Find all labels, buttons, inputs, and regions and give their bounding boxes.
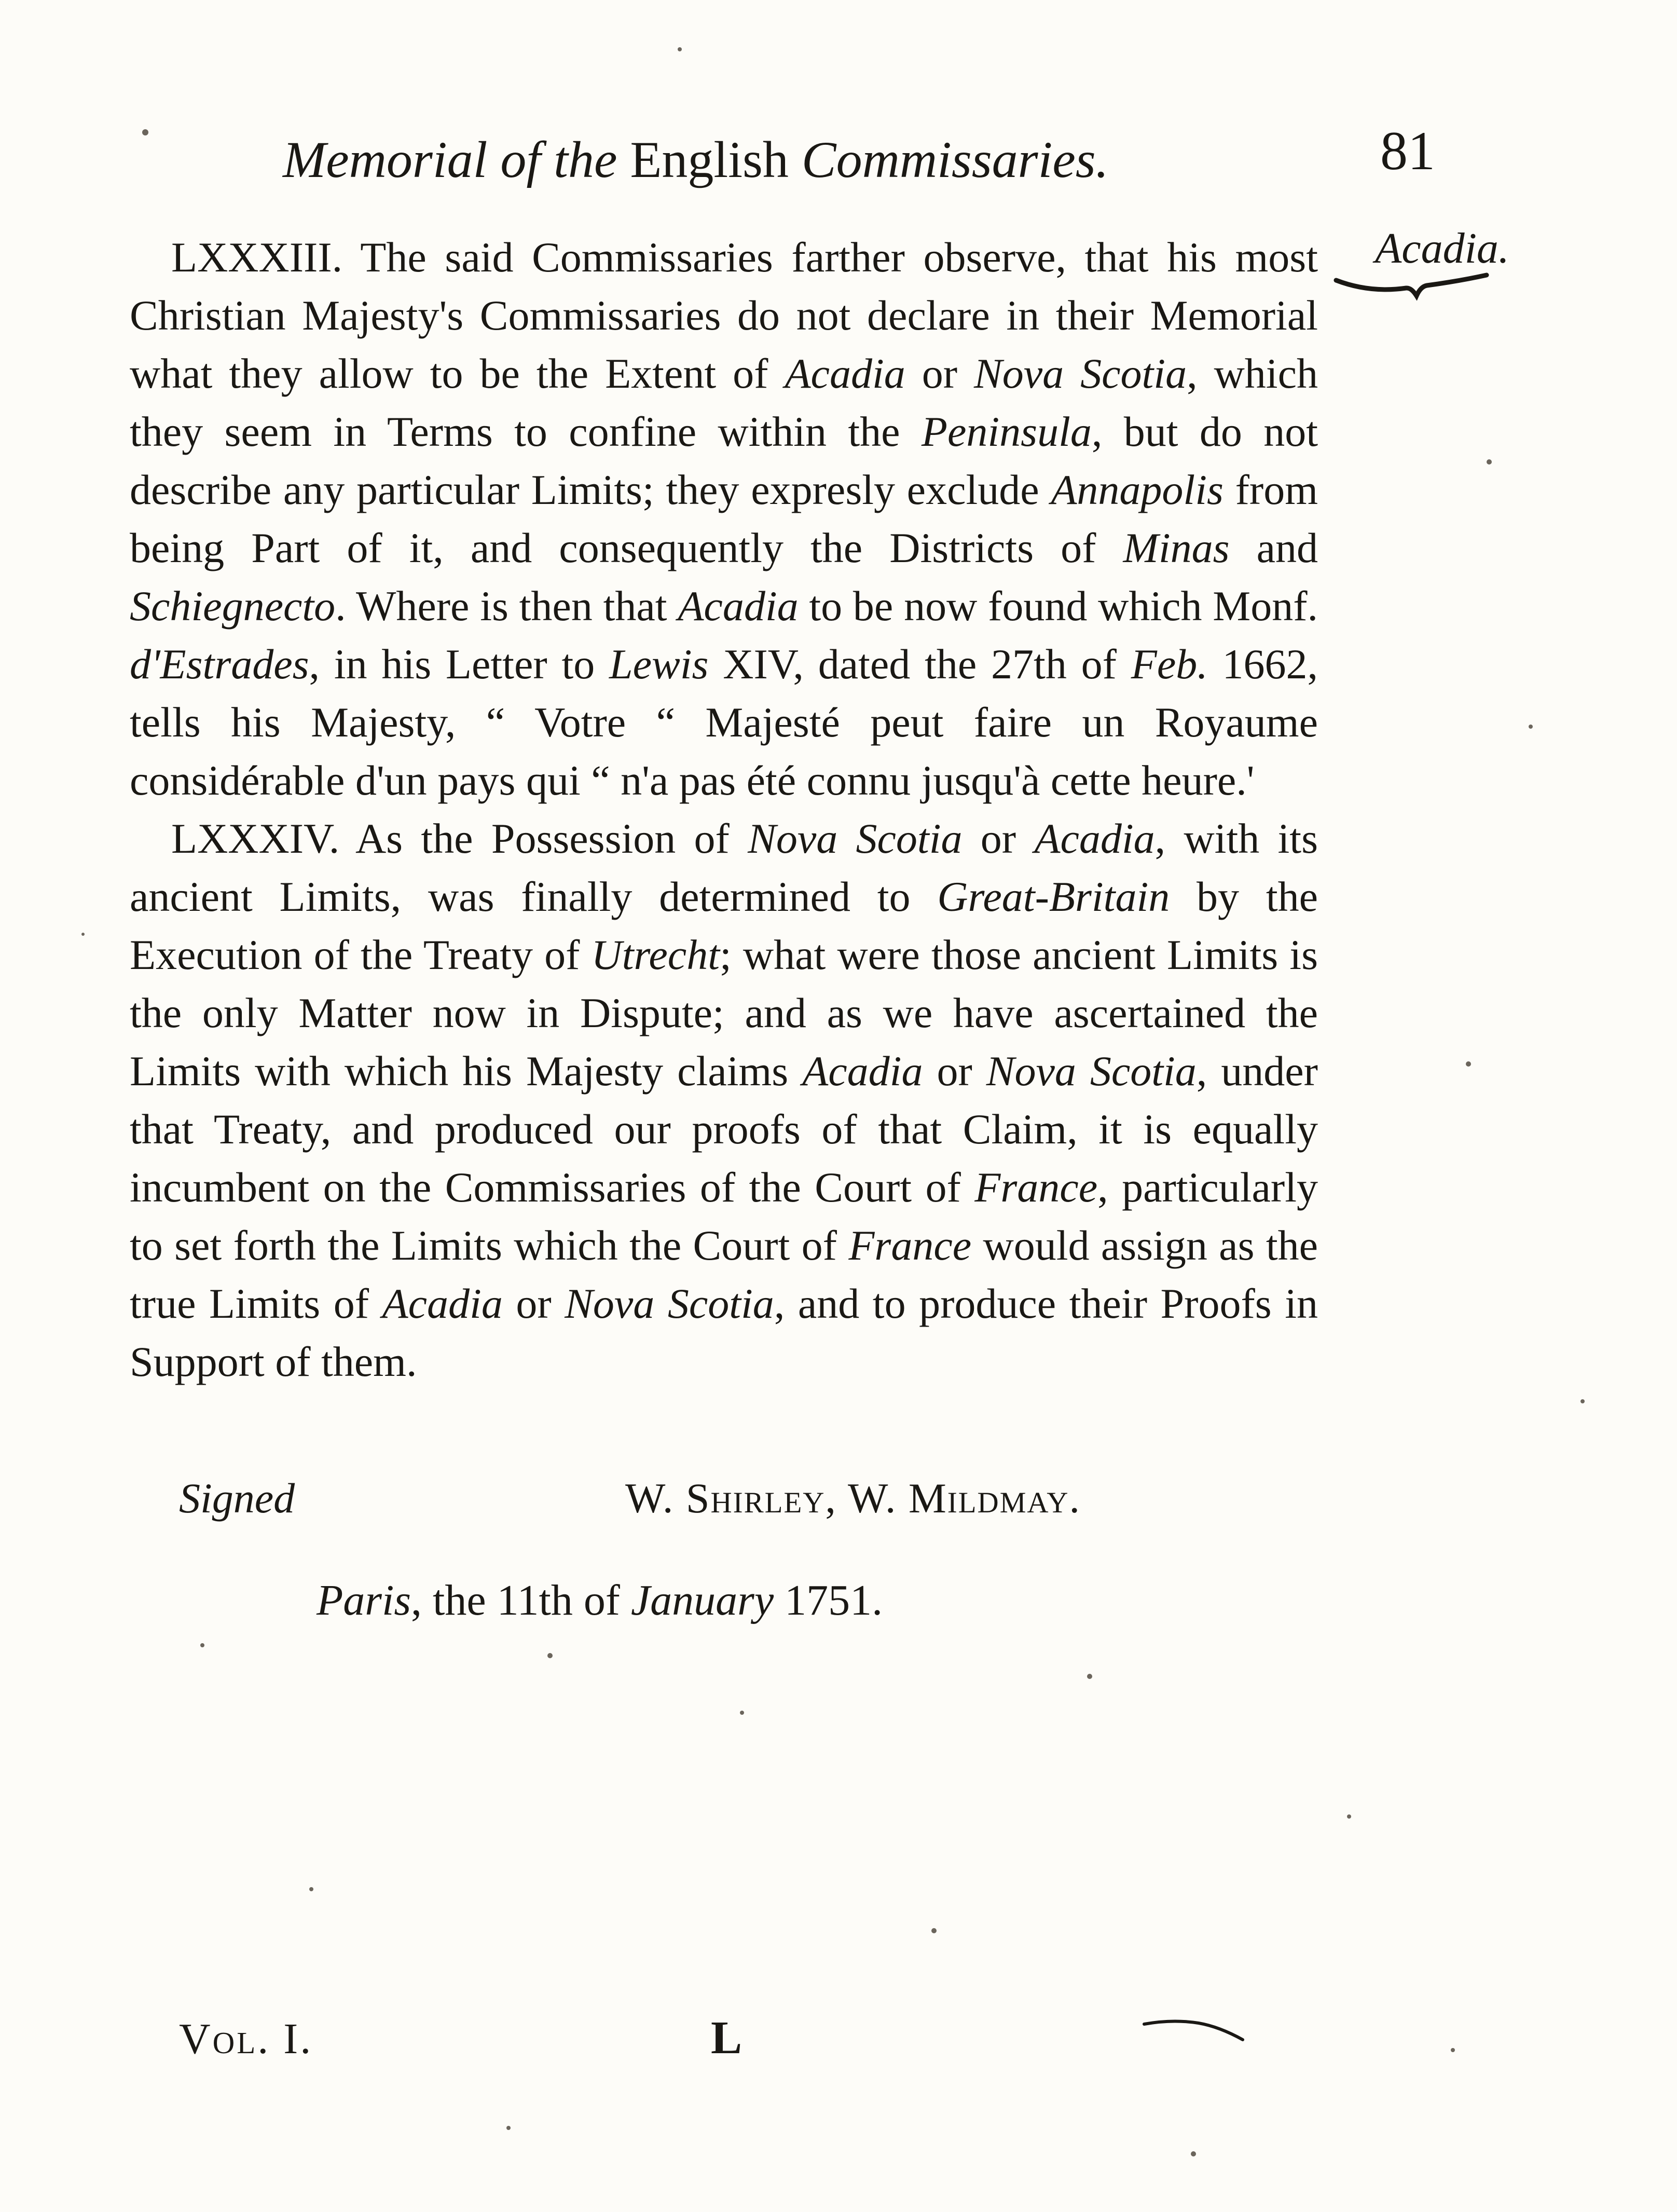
- text-run: , which they seem in Terms to confine within the: [130, 350, 1318, 455]
- date-month: January: [630, 1576, 774, 1624]
- italic-run: Acadia: [802, 1047, 923, 1095]
- text-run: . Where is then that: [335, 582, 678, 630]
- signatories: W. Shirley, W. Mildmay.: [625, 1474, 1081, 1522]
- text-run: ; what were those ancient Limits is the only Matter now in Dispute; and as we have ascertained the Limits with which his Majesty claims: [130, 931, 1318, 1095]
- italic-run: Feb.: [1131, 640, 1208, 688]
- italic-run: Acadia: [1034, 815, 1155, 862]
- running-head-part-3: Commissaries.: [801, 131, 1109, 188]
- text-run: , with its ancient Limits, was finally determined to: [130, 815, 1318, 920]
- text-run: to be now found which Monf.: [798, 582, 1318, 630]
- text-run: , under that Treaty, and produced our proofs of that Claim, it is equally incumbent on the Commissaries of the Court of: [130, 1047, 1318, 1211]
- text-run: XIV, dated the 27th of: [708, 640, 1131, 688]
- italic-run: Lewis: [609, 640, 709, 688]
- footer-signature-mark: L: [711, 2012, 743, 2064]
- text-run: or: [905, 350, 974, 397]
- italic-run: Acadia: [678, 582, 799, 630]
- text-run: or: [502, 1280, 565, 1327]
- text-run: 1662, tells his Majesty, “ Votre “ Majesté peut faire un Royaume considérable d'un pays qui “ n'a pas été connu jusqu'à cette heure.': [130, 640, 1318, 804]
- italic-run: Great-Britain: [937, 873, 1170, 920]
- italic-run: Utrecht: [591, 931, 720, 978]
- italic-run: Acadia: [785, 350, 905, 397]
- text-run: , but do not describe any particular Limits; they expresly exclude: [130, 408, 1318, 513]
- signed-label: Signed: [179, 1474, 295, 1522]
- running-head-part-2: English: [630, 131, 789, 188]
- italic-run: Peninsula: [921, 408, 1092, 455]
- text-run: or: [962, 815, 1035, 862]
- text-run: and: [1229, 524, 1318, 571]
- italic-run: Nova Scotia: [748, 815, 963, 862]
- italic-run: Annapolis: [1051, 466, 1224, 513]
- italic-run: France: [974, 1164, 1098, 1211]
- italic-run: Nova Scotia: [974, 350, 1187, 397]
- date-place: Paris: [317, 1576, 411, 1624]
- margin-note: Acadia.: [1375, 224, 1509, 272]
- text-run: by the Execution of the Treaty of: [130, 873, 1318, 978]
- italic-run: Schiegnecto: [130, 582, 336, 630]
- text-run: would assign as the true Limits of: [130, 1222, 1318, 1327]
- italic-run: Nova Scotia: [986, 1047, 1197, 1095]
- running-head-part-1: Memorial of the: [283, 131, 617, 188]
- italic-run: d'Estrades: [130, 640, 309, 688]
- date-middle: , the 11th of: [411, 1576, 631, 1624]
- text-run: or: [923, 1047, 986, 1095]
- italic-run: Nova Scotia: [565, 1280, 774, 1327]
- text-run: , and to produce their Proofs in Support of them.: [130, 1280, 1318, 1385]
- italic-run: Minas: [1123, 524, 1230, 571]
- text-run: , in his Letter to: [309, 640, 610, 688]
- text-run: LXXXIII. The said Commissaries farther observe, that his most Christian Majesty's Commissaries do not declare in their Memorial what they allow to be the Extent of: [130, 234, 1318, 397]
- italic-run: France: [848, 1222, 972, 1269]
- date-year: 1751.: [774, 1576, 883, 1624]
- text-run: , particularly to set forth the Limits which the Court of: [130, 1164, 1318, 1269]
- text-run: LXXXIV. As the Possession of: [171, 815, 748, 862]
- footer-volume: Vol. I.: [179, 2015, 313, 2063]
- text-run: from being Part of it, and consequently the Districts of: [130, 466, 1318, 571]
- page-number: 81: [1380, 120, 1435, 181]
- italic-run: Acadia: [382, 1280, 503, 1327]
